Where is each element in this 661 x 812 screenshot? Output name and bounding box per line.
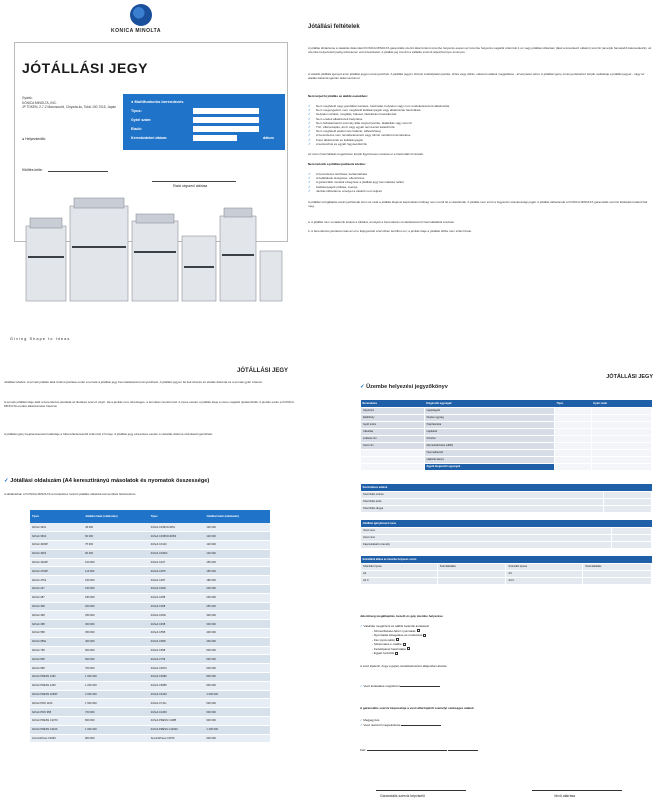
table-row bbox=[30, 646, 270, 655]
field-label: Vásárlás bbox=[361, 428, 425, 435]
address-line: JP TOKEN, 2-7-2 Marunouchi, Chiyoda-ku, Tokió 100-7015, Japán bbox=[22, 105, 117, 109]
section-header: Számlálók állása az üzembe helyezés során bbox=[361, 556, 652, 563]
type-field[interactable] bbox=[193, 108, 259, 114]
field-label: Szerződés kelte bbox=[361, 498, 604, 505]
table-body bbox=[30, 523, 270, 743]
address-line: Gyártó: bbox=[22, 96, 33, 100]
table-cell: 300 000 bbox=[204, 611, 270, 620]
table-cell: 1 500 000 bbox=[83, 699, 149, 708]
table-cell: bizhub C3350i/C4050i bbox=[149, 532, 205, 541]
list-item: ✓ Javítás időtartama, amelyet a vásárló nem teljesít bbox=[308, 189, 653, 193]
table-row bbox=[30, 602, 270, 611]
table-cell: 900 000 bbox=[204, 681, 270, 690]
list-item: ✓ A kartuschok és egyéb fogyóeszközök bbox=[308, 142, 653, 146]
table-cell: 150 000 bbox=[83, 576, 149, 585]
instruction-line[interactable] bbox=[400, 686, 440, 687]
exclusions-title: Nem terjed ki jótállás az alábbi esetekben: bbox=[308, 94, 369, 98]
terms-note: b. A berendezés javításra csak az erre feljogosított szervizben kerülhet sor; a javítás ideje a jótállási időbe nem számít bele. bbox=[308, 229, 472, 233]
table-row bbox=[30, 637, 270, 646]
field-cell[interactable] bbox=[591, 449, 651, 456]
field-label: Szerződés száma bbox=[361, 491, 604, 498]
field-cell[interactable] bbox=[591, 463, 651, 470]
table-cell: bizhub C358 bbox=[149, 593, 205, 602]
cover-title: JÓTÁLLÁSI JEGY bbox=[22, 60, 149, 76]
customer-section bbox=[360, 520, 652, 549]
table-cell: bizhub PRESS 1250 bbox=[30, 681, 83, 690]
product-info-box bbox=[123, 94, 285, 150]
counter-section bbox=[360, 556, 652, 585]
table-cell: bizhub C287 bbox=[149, 576, 205, 585]
table-row bbox=[30, 558, 270, 567]
list-item: ✓ Nem megfelelő elektromos hálózat, túlfeszültség bbox=[308, 129, 653, 133]
table-cell: 700 000 bbox=[83, 664, 149, 673]
table-row bbox=[30, 734, 270, 743]
column-header: Kiegészítő egységek bbox=[424, 400, 554, 407]
table-cell: bizhub C558 bbox=[149, 629, 205, 638]
table-cell: bizhub 4700P bbox=[30, 567, 83, 576]
table-cell: bizhub 3301 bbox=[30, 523, 83, 532]
check-item: - Színes/Fekete-fehér nyomtatás bbox=[360, 629, 652, 634]
table-cell: bizhub 558 bbox=[30, 629, 83, 638]
date-line[interactable] bbox=[448, 750, 478, 751]
table-cell: 700 000 bbox=[83, 708, 149, 717]
table-cell: bizhub 4052 bbox=[30, 549, 83, 558]
field-cell[interactable] bbox=[604, 505, 652, 512]
table-cell: bizhub 658e bbox=[30, 637, 83, 646]
table-cell: 1 200 000 bbox=[204, 725, 270, 734]
table-cell: AccurioPress C3070 bbox=[149, 734, 205, 743]
field-cell[interactable] bbox=[554, 442, 591, 449]
checkbox[interactable] bbox=[423, 634, 426, 637]
column-header: Típus bbox=[554, 400, 591, 407]
sub-list bbox=[308, 172, 653, 193]
table-cell: 800 000 bbox=[83, 717, 149, 726]
table-cell: 500 000 bbox=[204, 646, 270, 655]
table-row bbox=[30, 629, 270, 638]
page-header: JÓTÁLLÁSI JEGY bbox=[236, 368, 288, 374]
table-cell: bizhub C6100 bbox=[149, 690, 205, 699]
field-cell[interactable] bbox=[554, 421, 591, 428]
table-cell: bizhub PRESS C1070 bbox=[30, 717, 83, 726]
checkbox[interactable] bbox=[407, 647, 410, 650]
counter-type: A3 bbox=[506, 570, 583, 577]
table-cell: 1 000 000 bbox=[204, 690, 270, 699]
table-cell: 400 000 bbox=[83, 637, 149, 646]
table-row bbox=[30, 673, 270, 682]
date-suffix: dátum bbox=[263, 136, 274, 140]
table-cell: bizhub PRESS C1085 bbox=[149, 717, 205, 726]
table-row bbox=[30, 611, 270, 620]
page-count-page bbox=[0, 356, 300, 812]
page-count-table bbox=[30, 510, 270, 743]
list-item: ✓ Kopó alkatrészek és kellékanyagok bbox=[308, 138, 653, 142]
table-cell: 600 000 bbox=[204, 708, 270, 717]
table-cell: 800 000 bbox=[204, 673, 270, 682]
field-label: Szerződés tárgya bbox=[361, 505, 604, 512]
table-cell: 800 000 bbox=[83, 734, 149, 743]
field-label: Lapadagoló bbox=[424, 407, 554, 414]
table-cell: 100 000 bbox=[83, 558, 149, 567]
type-label: Típus: bbox=[131, 109, 142, 113]
manufacturer-address bbox=[22, 96, 122, 110]
table-cell: bizhub C71hc bbox=[149, 699, 205, 708]
equipment-grid bbox=[360, 400, 652, 471]
column-header: Számlálóállás bbox=[437, 563, 506, 570]
table-cell: bizhub C3110 bbox=[149, 541, 205, 550]
field-label: Memóriabővítés (HDD) bbox=[424, 442, 554, 449]
table-cell: 200 000 bbox=[204, 585, 270, 594]
table-cell: 350 000 bbox=[83, 629, 149, 638]
table-cell: 150 000 bbox=[83, 585, 149, 594]
section-title: ✓ Üzembe helyezési jegyzőkönyv bbox=[360, 384, 448, 390]
registration-label: ● Helyezkedők: bbox=[22, 137, 47, 141]
table-cell: 110 000 bbox=[83, 567, 149, 576]
table-cell: 600 000 bbox=[204, 664, 270, 673]
field-label: Hálózati kártya bbox=[424, 456, 554, 463]
table-row bbox=[30, 567, 270, 576]
table-row bbox=[30, 725, 270, 734]
product-info-title: ● Multifunkciós berendezés bbox=[131, 99, 184, 104]
closing-title: A garanciális szerviz képviselője a vevő által kijelölt személyt szükséges adatok bbox=[360, 706, 474, 710]
table-cell: bizhub PRO 1100 bbox=[30, 699, 83, 708]
section-header: Szerződéses adatok bbox=[361, 484, 652, 491]
seller-field[interactable] bbox=[193, 126, 259, 132]
column-header: Számláló típusa bbox=[506, 563, 583, 570]
table-cell: 150 000 bbox=[204, 558, 270, 567]
date-field[interactable] bbox=[193, 135, 237, 141]
field-label: Vevő címe bbox=[361, 534, 612, 541]
closing-item: ✓ Megjegyzés bbox=[360, 718, 380, 722]
field-label: Lokáció cím bbox=[361, 435, 425, 442]
table-cell: bizhub 308 bbox=[30, 602, 83, 611]
checkbox[interactable] bbox=[403, 643, 406, 646]
table-cell: 200 000 bbox=[204, 593, 270, 602]
column-header: Jótállási határ (oldalszám) bbox=[204, 510, 270, 523]
table-cell: 400 000 bbox=[204, 637, 270, 646]
table-cell: 45 000 bbox=[83, 523, 149, 532]
list-item: ✓ A berendezés nem rendeltetésszerű vagy túlzott mértékű üzemeltetése bbox=[308, 133, 653, 137]
field-label: Kapcsolattartó személy bbox=[361, 541, 612, 548]
viewed-line[interactable] bbox=[401, 725, 441, 726]
column-header: Berendezés bbox=[361, 400, 425, 407]
table-cell: bizhub 758 bbox=[30, 646, 83, 655]
table-cell: 900 000 bbox=[204, 734, 270, 743]
extra-units-header: Egyéb kiegészítő egységek bbox=[424, 463, 554, 470]
counter-type: A4 C bbox=[361, 577, 438, 584]
list-item: ✓ Nem eredeti alkatrészek beépítése bbox=[308, 117, 653, 121]
table-row bbox=[30, 690, 270, 699]
closing-item: ✓ Vevő részéről megtekintette bbox=[360, 723, 652, 728]
fill-date-line[interactable] bbox=[48, 171, 108, 172]
table-cell: bizhub C300i bbox=[149, 585, 205, 594]
table-cell: 600 000 bbox=[204, 699, 270, 708]
list-item: ✓ A beállítások elvégzése, ellenőrzése bbox=[308, 176, 653, 180]
list-item: ✓ Kellékanyagok pótlása, cseréje bbox=[308, 185, 653, 189]
check-item: - Egyéb funkciók bbox=[360, 651, 652, 656]
field-cell[interactable] bbox=[604, 498, 652, 505]
table-cell: bizhub C650i bbox=[149, 637, 205, 646]
check-item: ✓ Vásárlás megtörtént az alábbi funkciók leírásával: bbox=[360, 624, 430, 628]
counter-type: A4 bbox=[361, 570, 438, 577]
field-label: Gépszám bbox=[361, 407, 425, 414]
table-cell: 120 000 bbox=[204, 523, 270, 532]
serial-label: Gyári szám: bbox=[131, 118, 152, 122]
counter-value[interactable] bbox=[583, 577, 652, 584]
field-cell[interactable] bbox=[591, 456, 651, 463]
field-cell[interactable] bbox=[612, 541, 652, 548]
table-cell: bizhub C3070 bbox=[149, 664, 205, 673]
terms-paragraph: A vásárló jótállási igényét azon jótállási jegyen érvényesítheti. A jótállási jegyen történő szabálytalan javítás, törlés vagy átírás, valamint adatok megjelölése - érvénytelen lehet. A jótállási igény érvényesítéséhez kérjük mellékelje a jótállási jegyet - vagy az eladás dátumát igazoló dokumentumot. bbox=[308, 72, 645, 81]
table-cell: 180 000 bbox=[204, 576, 270, 585]
field-cell[interactable] bbox=[591, 414, 651, 421]
body-text: A jótállási igény bejelentésének határideje a hiba felfedezésétől számított 2 hónap. A jótállási jegy elvesztése esetén a vásárlás dátuma számlával igazolható. bbox=[4, 432, 213, 436]
table-row bbox=[30, 593, 270, 602]
table-cell: bizhub C3080 bbox=[149, 673, 205, 682]
konica-minolta-logo-icon bbox=[130, 4, 152, 26]
table-cell: 1 200 000 bbox=[83, 681, 149, 690]
field-label: Vevő cím bbox=[361, 442, 425, 449]
list-item: ✓ A berendezés tisztítása, karbantartása bbox=[308, 172, 653, 176]
table-cell: 250 000 bbox=[204, 602, 270, 611]
table-cell: bizhub 227 bbox=[30, 585, 83, 594]
check-item: - Fax (opcionális) bbox=[360, 638, 652, 643]
table-cell: bizhub 458 bbox=[30, 620, 83, 629]
table-cell: 150 000 bbox=[204, 567, 270, 576]
field-cell[interactable] bbox=[361, 449, 425, 456]
table-row bbox=[30, 576, 270, 585]
field-label: Gyári szám bbox=[361, 421, 425, 428]
page-header: JÓTÁLLÁSI JEGY bbox=[606, 374, 653, 380]
field-cell[interactable] bbox=[591, 442, 651, 449]
field-label: Vevő neve bbox=[361, 527, 612, 534]
table-cell: 2 000 000 bbox=[83, 690, 149, 699]
field-label: Papírkazetta bbox=[424, 421, 554, 428]
table-cell: bizhub 368 bbox=[30, 611, 83, 620]
instruction-check: ✓ Vevő kioktatása megtörtént bbox=[360, 684, 652, 689]
checks-list bbox=[360, 624, 652, 656]
customer-signature-label: Vevő aláírása bbox=[554, 794, 576, 798]
table-cell: 500 000 bbox=[204, 655, 270, 664]
table-row bbox=[30, 541, 270, 550]
section-title: ✓ Jótállási oldalszám (A4 keresztirányú másolatok és nyomatok összessége) bbox=[4, 478, 210, 484]
table-cell: bizhub C3351/C4051 bbox=[149, 523, 205, 532]
table-cell: bizhub C759 bbox=[149, 655, 205, 664]
table-cell: bizhub C658 bbox=[149, 646, 205, 655]
table-cell: 120 000 bbox=[204, 541, 270, 550]
field-label: Finisher bbox=[424, 435, 554, 442]
column-header: Jótállási határ (oldalszám) bbox=[83, 510, 149, 523]
address-line: KONICA MINOLTA, INC. bbox=[22, 100, 57, 105]
field-cell[interactable] bbox=[591, 435, 651, 442]
list-item: ✓ Tűz, villámcsapás, árvíz vagy egyéb természeti katasztrófa bbox=[308, 125, 653, 129]
table-cell: 1 000 000 bbox=[83, 725, 149, 734]
check-item: - Szkennelés e-mailbe bbox=[360, 642, 652, 647]
table-cell: bizhub C6085 bbox=[149, 681, 205, 690]
list-item: ✓ Nem megfelelő vagy gondatlan kezelés, használat, helytelen vagy nem rendeltetésszerű alkalmazás bbox=[308, 104, 653, 108]
checkbox[interactable] bbox=[395, 652, 398, 655]
column-header: Gyári szám bbox=[591, 400, 651, 407]
service-signature-line[interactable] bbox=[376, 790, 466, 791]
terms-page bbox=[300, 0, 661, 350]
table-cell: bizhub C368 bbox=[149, 602, 205, 611]
field-cell[interactable] bbox=[591, 421, 651, 428]
field-cell[interactable] bbox=[612, 527, 652, 534]
table-row bbox=[30, 532, 270, 541]
table-cell: 250 000 bbox=[83, 611, 149, 620]
terms-paragraph: A jótállási szolgáltatás során javításnak azon és csak a jótállás idejével kapcsolatos költség nem merül fel a vásárlónak. A jótállás nem érinti a fogyasztó szavatossági jogait. A jótállás időtartamát a KONICA MINOLTA garanciális szerinti feltételek határozzák meg. bbox=[308, 200, 648, 209]
table-cell: 300 000 bbox=[83, 620, 149, 629]
table-cell: bizhub PRO 958 bbox=[30, 708, 83, 717]
table-cell: 75 000 bbox=[83, 541, 149, 550]
table-row bbox=[30, 523, 270, 532]
serial-field[interactable] bbox=[193, 117, 259, 123]
field-cell[interactable] bbox=[591, 407, 651, 414]
field-label: Lapkiadó bbox=[424, 428, 554, 435]
table-row bbox=[30, 549, 270, 558]
table-row bbox=[30, 681, 270, 690]
table-cell: bizhub PRESS C1100 bbox=[30, 725, 83, 734]
table-cell: bizhub C227 bbox=[149, 558, 205, 567]
table-row bbox=[30, 717, 270, 726]
table-cell: bizhub C257i bbox=[149, 567, 205, 576]
contract-section bbox=[360, 484, 652, 513]
table-cell: bizhub 4752 bbox=[30, 576, 83, 585]
check-item: - Kezelőpanel használata bbox=[360, 647, 652, 652]
printer-lineup-image bbox=[24, 196, 284, 306]
checkbox[interactable] bbox=[396, 638, 399, 641]
table-cell: 400 000 bbox=[204, 629, 270, 638]
closing-list bbox=[360, 718, 652, 727]
seller-signature-line[interactable] bbox=[152, 181, 236, 182]
place-date-row: Kelt: bbox=[360, 748, 652, 753]
service-signature-label: Garanciális szerviz képviselő bbox=[380, 794, 425, 798]
table-cell: bizhub 4000P bbox=[30, 541, 83, 550]
seller-signature-label: Eladó cégszerű aláírása bbox=[173, 184, 208, 188]
table-cell: 900 000 bbox=[204, 717, 270, 726]
section-header: Jótállást igénybevevő neve bbox=[361, 520, 652, 527]
acceptance-note: A vevő kijelenti, hogy a gépet rendeltetésszerű állapotban átvette. bbox=[360, 664, 448, 668]
section-intro: A táblázatban a KONICA MINOLTA termékekhez tartozó jótállási oldalszámok kerültek feltüntetésre. bbox=[4, 492, 137, 496]
field-cell[interactable] bbox=[361, 463, 425, 470]
field-label: Nyomatkezelő bbox=[424, 449, 554, 456]
terms-title: Jótállási feltételek bbox=[308, 24, 360, 30]
table-cell: bizhub C1060 bbox=[149, 708, 205, 717]
sub-title: Nem tartozik a jótállási javítások körébe: bbox=[308, 162, 366, 166]
table-cell: bizhub PRESS 2250P bbox=[30, 690, 83, 699]
table-cell: 300 000 bbox=[204, 620, 270, 629]
table-cell: 1 000 000 bbox=[83, 673, 149, 682]
column-header: Típus bbox=[30, 510, 83, 523]
body-text: Jótállási lefedés: A termék jótállás alatt történő javítása során a termék a jótállási jegy bemutatásával érvényesíthető. A jótállási jegyen fel kell tüntetni az eladás dátumát és a termék gyári számát. bbox=[4, 380, 263, 384]
field-cell[interactable] bbox=[554, 463, 591, 470]
table-cell: 600 000 bbox=[83, 655, 149, 664]
cover-page bbox=[0, 0, 300, 350]
field-label: Eladóhely bbox=[361, 414, 425, 421]
table-row bbox=[30, 664, 270, 673]
table-row bbox=[30, 655, 270, 664]
counter-type: A3 C bbox=[506, 577, 583, 584]
table-cell: AccurioPress C2060 bbox=[30, 734, 83, 743]
table-cell: bizhub 287 bbox=[30, 593, 83, 602]
list-item: ✓ Nem felhatalmazott személy által végzett javítás, átalakítás vagy szerviz bbox=[308, 121, 653, 125]
terms-paragraph: Az üzem használatát megelőzően kérjük figyelmesen olvassa el a használati útmutatót. bbox=[308, 152, 424, 156]
list-item: ✓ Helytelen tárolás, rongálás, baleset, illetéktelen beavatkozás bbox=[308, 112, 653, 116]
checkbox[interactable] bbox=[417, 629, 420, 632]
table-cell: 120 000 bbox=[204, 532, 270, 541]
table-cell: bizhub C3320i bbox=[149, 549, 205, 558]
checks-title: Jelentőség megállapítás, kezelő és gép üzembe helyezése bbox=[360, 614, 443, 618]
table-cell: 180 000 bbox=[83, 593, 149, 602]
field-cell[interactable] bbox=[554, 449, 591, 456]
table-cell: bizhub 4402P bbox=[30, 558, 83, 567]
exclusions-list bbox=[308, 104, 653, 146]
body-text: A termék jótállási ideje alatt a berendezés javítását az illetékes szerviz végzi. Ha a javítás nem lehetséges, a terméket cserélni kell. A csere esetén a jótállás ideje a csere napjától újrakezdődik. A javítás során a KONICA MINOLTA eredeti alkatrészeket használ. bbox=[4, 400, 294, 409]
logo-text: KONICA MINOLTA bbox=[111, 28, 161, 34]
date-label: Kereskedelmi dátum: bbox=[131, 136, 168, 140]
field-cell[interactable] bbox=[612, 534, 652, 541]
table-cell: 200 000 bbox=[83, 602, 149, 611]
table-cell: 500 000 bbox=[83, 646, 149, 655]
table-row bbox=[30, 585, 270, 594]
check-item: - Nyomtatás kötegelése és rendezése bbox=[360, 633, 652, 638]
place-line[interactable] bbox=[367, 750, 447, 751]
field-cell[interactable] bbox=[604, 491, 652, 498]
counter-value[interactable] bbox=[437, 577, 506, 584]
table-cell: bizhub PRESS C12000 bbox=[149, 725, 205, 734]
installation-page bbox=[300, 356, 661, 812]
table-cell: bizhub C450i bbox=[149, 611, 205, 620]
field-cell[interactable] bbox=[554, 435, 591, 442]
table-cell: bizhub 808 bbox=[30, 655, 83, 664]
customer-signature-line[interactable] bbox=[532, 790, 622, 791]
table-row bbox=[30, 708, 270, 717]
list-item: ✓ A garanciális munkák elvégzése a jótállási jegy bemutatása nélkül bbox=[308, 180, 653, 184]
counter-value[interactable] bbox=[583, 570, 652, 577]
table-row bbox=[30, 620, 270, 629]
table-row bbox=[30, 699, 270, 708]
column-header: Típus bbox=[149, 510, 205, 523]
fill-date-label: Kitöltés kelte: bbox=[22, 168, 43, 172]
field-cell[interactable] bbox=[554, 414, 591, 421]
list-item: ✓ Nem megengedett, nem megfelelő kellékanyagok vagy alkatrészek használata bbox=[308, 108, 653, 112]
column-header: Számláló típusa bbox=[361, 563, 438, 570]
counter-value[interactable] bbox=[437, 570, 506, 577]
table-cell: 90 000 bbox=[83, 549, 149, 558]
table-cell: 120 000 bbox=[204, 549, 270, 558]
table-cell: bizhub 3602 bbox=[30, 532, 83, 541]
terms-note: a. A jótállás nem vonatkozik azokra a hibákra, amelyek a berendezés rendeltetésszerű használatából erednek. bbox=[308, 220, 455, 224]
table-cell: bizhub PRESS 1052 bbox=[30, 673, 83, 682]
slogan: Giving Shape to Ideas bbox=[10, 336, 71, 341]
field-cell[interactable] bbox=[554, 407, 591, 414]
field-label: Duplex egység bbox=[424, 414, 554, 421]
field-cell[interactable] bbox=[591, 428, 651, 435]
column-header: Számlálóállás bbox=[583, 563, 652, 570]
field-cell[interactable] bbox=[554, 428, 591, 435]
field-cell[interactable] bbox=[554, 456, 591, 463]
seller-label: Eladó: bbox=[131, 127, 142, 131]
terms-paragraph: A jótállás időtartama a vásárlás dátumától KONICA MINOLTA garanciális szerint által történő üzembe helyezés esetén az üzembe helyezés napjától számított 1 év vagy jótállási időtartam (lásd a következő oldalon) szerinti (amelyik hamarabb bekövetkezik), az üzembe helyezéstől pedig előzetesen vett értesítéssel. A jótállás jog szerinti a vállalás szerinti teljesítményre érvényes. bbox=[308, 46, 652, 55]
table-cell: bizhub C458 bbox=[149, 620, 205, 629]
table-cell: bizhub 958 bbox=[30, 664, 83, 673]
table-cell: 60 000 bbox=[83, 532, 149, 541]
field-cell[interactable] bbox=[361, 456, 425, 463]
